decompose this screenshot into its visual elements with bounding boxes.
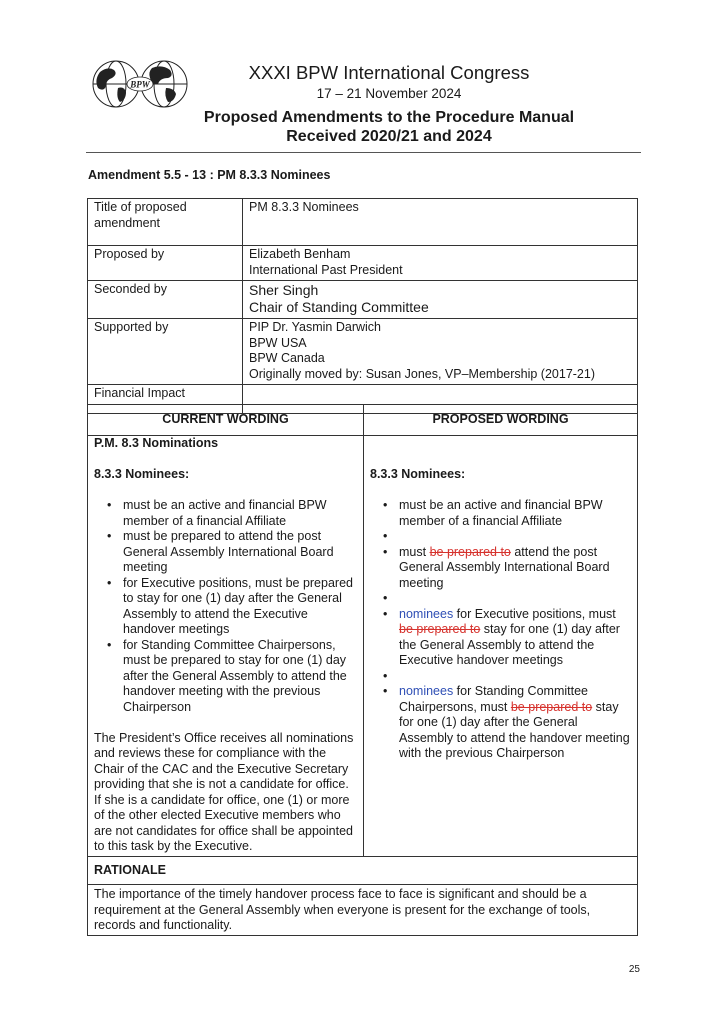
- title-row: [88, 199, 638, 246]
- amendment-heading: Amendment 5.5 - 13 : PM 8.3.3 Nominees: [88, 168, 331, 182]
- bpw-globe-logo: [86, 58, 196, 110]
- logo-text: BPW: [130, 79, 150, 90]
- proposed-row: [88, 246, 638, 281]
- bullet3-text-end: stay for one (1) day after the General Assembly to attend the Executive handover meetings: [399, 622, 620, 667]
- supporter-4: Originally moved by: Susan Jones, VP–Membership (2017-21): [249, 366, 596, 381]
- spacer: [370, 669, 631, 685]
- current-bullet-2: • must be prepared to attend the post General Assembly International Board meeting: [94, 529, 357, 576]
- current-bullet-3: • for Executive positions, must be prepared to stay for one (1) day after the General Assembly to attend the Executive handover meetings: [94, 576, 357, 638]
- congress-title: XXXI BPW International Congress: [248, 62, 530, 83]
- current-bullet-4: • for Standing Committee Chairpersons, must be prepared to stay for one (1) day after the General Assembly to attend the handover meeting with the previous Chairperson: [94, 638, 357, 716]
- supported-value: [243, 319, 638, 385]
- document-title: [160, 108, 618, 146]
- supporter-1: PIP Dr. Yasmin Darwich: [249, 320, 381, 334]
- current-wording-cell: [88, 436, 364, 857]
- bullet4-text-end: stay for one (1) day after the General Assembly to attend the handover meeting with the previous Chairperson: [399, 699, 630, 760]
- proposed-bullet-1: • must be an active and financial BPW member of a financial Affiliate: [370, 498, 631, 529]
- amendment-info-table: [87, 198, 638, 414]
- bullet4-text-mid: for Standing Committee Chairpersons, must: [399, 684, 588, 714]
- spacer: [370, 591, 631, 607]
- title-label: Title of proposed amendment: [88, 199, 243, 246]
- rationale-heading-row: [88, 856, 638, 885]
- seconded-label: Seconded by: [88, 281, 243, 319]
- proposed-subheading: 8.3.3 Nominees:: [370, 467, 466, 481]
- rationale-body-row: [88, 885, 638, 936]
- proposed-value: [243, 246, 638, 281]
- bullet2-text-end: attend the post General Assembly International Board meeting: [399, 544, 610, 590]
- document-title-line2: Received 2020/21 and 2024: [286, 128, 492, 145]
- bullet2-text-start: must: [399, 544, 430, 559]
- current-bullet-1: • must be an active and financial BPW member of a financial Affiliate: [94, 498, 357, 529]
- supported-label: Supported by: [88, 319, 243, 385]
- seconded-value: [243, 281, 638, 319]
- seconded-row: [88, 281, 638, 319]
- current-wording-header: CURRENT WORDING: [88, 405, 364, 436]
- supporter-2: BPW USA: [249, 335, 307, 350]
- financial-label: Financial Impact: [88, 385, 243, 414]
- seconded-title: Chair of Standing Committee: [249, 299, 429, 315]
- current-paragraph: The President’s Office receives all nominations and reviews these for compliance with the Chair of the CAC and the Executive Secretary providing that she is not a candidate for office. If she is a candidate for office, one (1) or more of the other elected Executive members who are not candidates for office shall be appointed to this task by the Executive.: [94, 730, 354, 853]
- rationale-text: The importance of the timely handover process face to face is significant and should be a requirement at the General Assembly when everyone is present for the exchange of tools, records and functionality.: [88, 885, 638, 936]
- header-divider: [86, 152, 641, 153]
- current-bullet-list: [94, 498, 357, 715]
- inserted-text: nominees: [399, 684, 454, 698]
- wording-header-row: [88, 405, 638, 436]
- title-value: PM 8.3.3 Nominees: [243, 199, 638, 246]
- proposed-bullet-4: [370, 684, 631, 762]
- proposed-bullet-3: [370, 607, 631, 669]
- bullet3-text-mid: for Executive positions, must: [453, 606, 616, 621]
- congress-dates: 17 – 21 November 2024: [316, 86, 462, 101]
- deleted-text: be prepared to: [399, 622, 481, 636]
- proposed-wording-header: PROPOSED WORDING: [364, 405, 638, 436]
- supported-row: [88, 319, 638, 385]
- wording-content-row: [88, 436, 638, 857]
- current-section-title: P.M. 8.3 Nominations: [94, 436, 219, 450]
- current-subheading: 8.3.3 Nominees:: [94, 467, 190, 481]
- page-number: 25: [628, 964, 640, 975]
- proposed-wording-cell: [364, 436, 638, 857]
- wording-comparison-table: [87, 404, 638, 936]
- proposed-name: Elizabeth Benham: [249, 247, 351, 261]
- proposed-bullet-list: [370, 498, 631, 762]
- document-title-line1: Proposed Amendments to the Procedure Manual: [203, 109, 575, 126]
- inserted-text: nominees: [399, 606, 454, 621]
- proposed-title: International Past President: [249, 262, 403, 277]
- supporter-3: BPW Canada: [249, 351, 325, 365]
- proposed-label: Proposed by: [88, 246, 243, 281]
- proposed-bullet-2: [370, 545, 631, 592]
- deleted-text: be prepared to: [510, 699, 593, 714]
- rationale-heading: RATIONALE: [88, 856, 638, 885]
- spacer: [370, 529, 631, 545]
- seconded-name: Sher Singh: [249, 282, 319, 298]
- deleted-text: be prepared to: [429, 544, 511, 559]
